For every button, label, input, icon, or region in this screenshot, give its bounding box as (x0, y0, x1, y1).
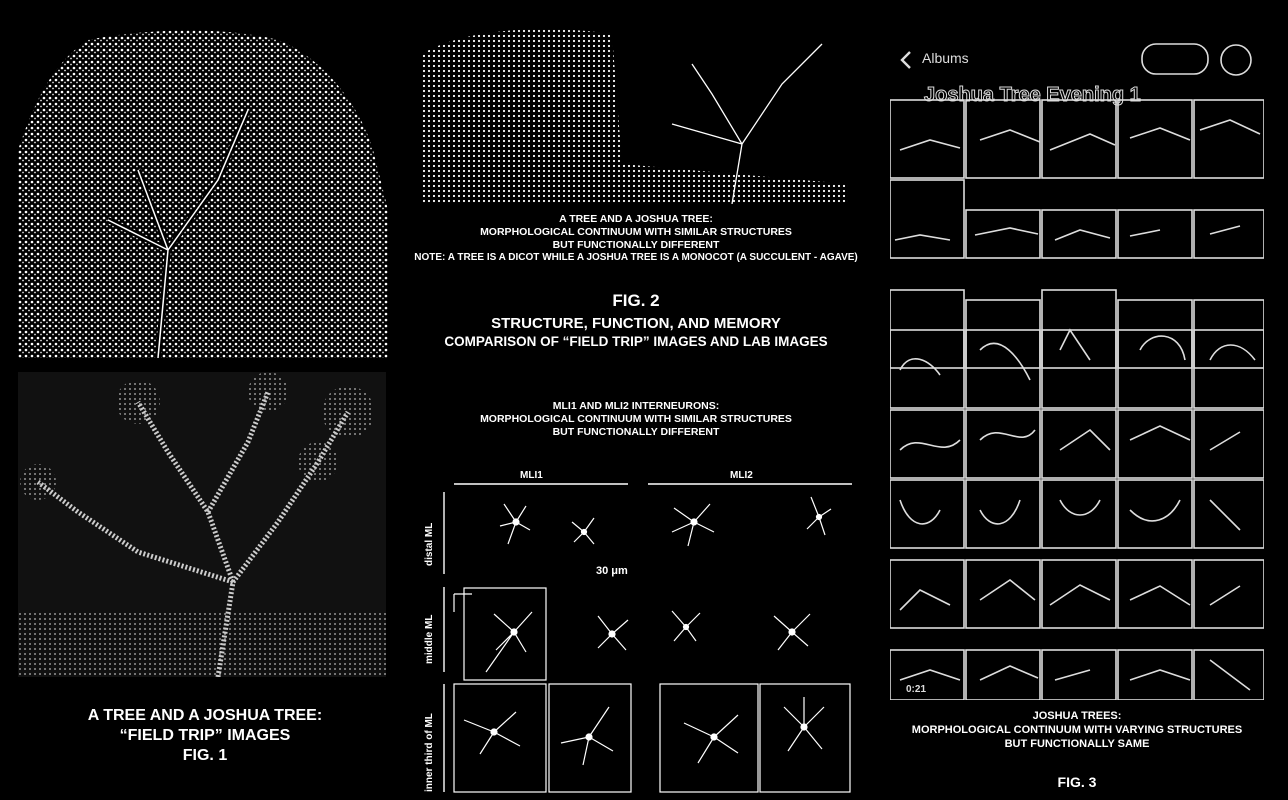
fig2-desc-line1: A TREE AND A JOSHUA TREE: (559, 213, 713, 225)
fig3-caption-line2: MORPHOLOGICAL CONTINUUM WITH VARYING STRUCTURES (911, 723, 1243, 736)
row-label-inner: inner third of ML (424, 713, 435, 792)
fig3-caption-line1: JOSHUA TREES: (1032, 710, 1122, 722)
albums-back-button[interactable]: Albums (922, 50, 969, 66)
mli-desc-line1: MLI1 AND MLI2 INTERNEURONS: (552, 400, 720, 412)
fig1-caption (40, 706, 370, 766)
video-duration: 0:21 (906, 684, 927, 695)
fig2-desc-line3: BUT FUNCTIONALLY DIFFERENT (552, 239, 720, 252)
mli2-column-label: MLI2 (730, 470, 753, 481)
tree-photo-edges (18, 30, 388, 358)
fig2-title-line1: STRUCTURE, FUNCTION, AND MEMORY (491, 315, 781, 333)
fig2-title-block (410, 290, 862, 351)
fig2-title-line2: COMPARISON OF “FIELD TRIP” IMAGES AND LAB IMAGES (444, 334, 828, 349)
mli1-column-label: MLI1 (520, 470, 543, 481)
mli-description (410, 400, 862, 439)
row-label-distal: distal ML (424, 522, 435, 566)
mli-desc-line3: BUT FUNCTIONALLY DIFFERENT (552, 426, 720, 439)
tree-and-joshua-tree-combined (422, 24, 848, 204)
fig2-panel (410, 0, 862, 800)
album-grid-screenshot (890, 30, 1264, 700)
fig1-caption-line2: “FIELD TRIP” IMAGES (119, 727, 291, 744)
fig3-label: FIG. 3 (1057, 774, 1097, 790)
fig3-caption-line3: BUT FUNCTIONALLY SAME (1004, 737, 1150, 750)
joshua-tree-photo-edges (18, 372, 386, 677)
fig2-description (410, 213, 862, 265)
fig1-caption-line1: A TREE AND A JOSHUA TREE: (87, 707, 323, 724)
fig2-desc-line2: MORPHOLOGICAL CONTINUUM WITH SIMILAR STRUCTURES (480, 226, 792, 239)
mli-desc-line2: MORPHOLOGICAL CONTINUUM WITH SIMILAR STRUCTURES (480, 413, 792, 426)
mli-interneurons-figure (424, 462, 852, 794)
fig1-panel (0, 0, 408, 800)
fig2-label: FIG. 2 (612, 291, 660, 310)
album-title: Joshua Tree Evening 1 (924, 84, 1141, 106)
scale-bar-label: 30 μm (596, 565, 628, 577)
fig2-desc-line4: NOTE: A TREE IS A DICOT WHILE A JOSHUA TREE IS A MONOCOT (A SUCCULENT - AGAVE) (414, 252, 858, 264)
row-label-middle: middle ML (424, 614, 435, 664)
fig3-caption (866, 710, 1288, 751)
fig1-label: FIG. 1 (182, 747, 228, 764)
fig3-panel (866, 0, 1288, 800)
